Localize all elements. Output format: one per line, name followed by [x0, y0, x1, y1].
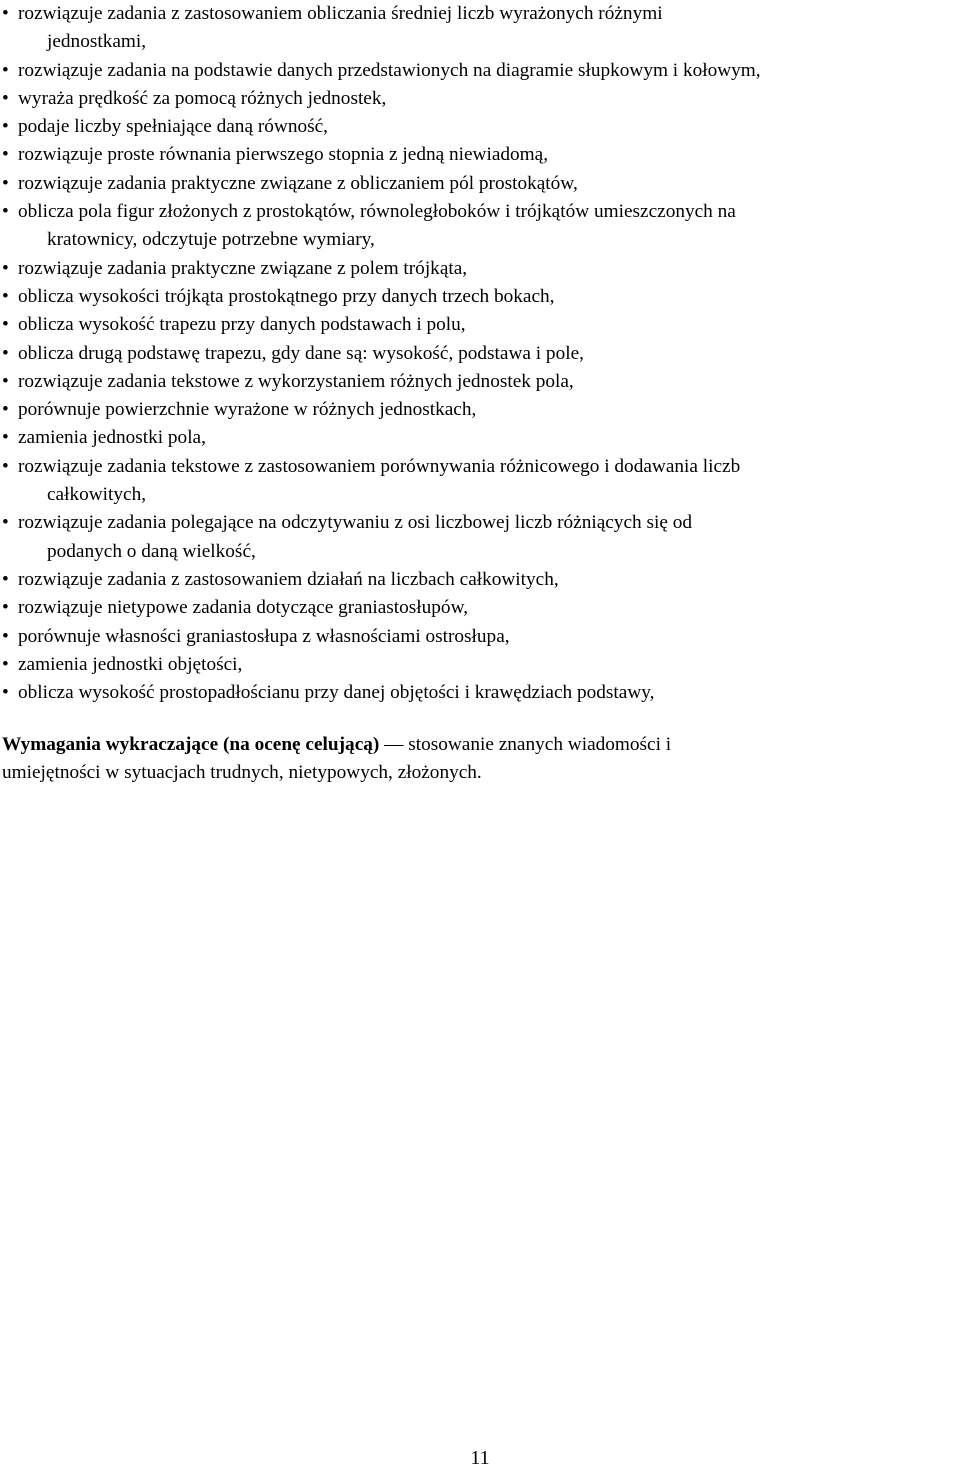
bullet-icon: • [2, 285, 9, 307]
list-item-text: rozwiązuje zadania z zastosowaniem obliczania średniej liczb wyrażonych różnymi [18, 3, 663, 24]
bullet-icon: • [2, 201, 9, 223]
list-item-text-continuation: jednostkami, [47, 31, 147, 53]
requirements-bullet-list [0, 0, 960, 707]
list-item-text: rozwiązuje zadania praktyczne związane z obliczaniem pól prostokątów, [18, 172, 578, 194]
list-item [0, 141, 960, 169]
list-item-text: podaje liczby spełniające daną równość, [18, 116, 328, 138]
bullet-icon: • [2, 625, 9, 647]
list-item [0, 679, 960, 707]
requirements-line-1 [2, 731, 952, 759]
requirements-paragraph [2, 731, 952, 788]
bullet-icon: • [2, 653, 9, 675]
requirements-line-2: umiejętności w sytuacjach trudnych, nietypowych, złożonych. [2, 762, 482, 784]
bullet-icon: • [2, 144, 9, 166]
bullet-icon: • [2, 116, 9, 138]
list-item [0, 85, 960, 113]
bullet-icon: • [2, 342, 9, 364]
bullet-icon: • [2, 370, 9, 392]
list-item-text: rozwiązuje zadania tekstowe z wykorzystaniem różnych jednostek pola, [18, 370, 574, 392]
list-item-text: zamienia jednostki pola, [18, 427, 206, 449]
list-item-text-continuation: całkowitych, [47, 484, 147, 506]
list-item [0, 255, 960, 283]
list-item-text: oblicza wysokości trójkąta prostokątnego przy danych trzech bokach, [18, 285, 555, 307]
list-item-text: oblicza wysokość prostopadłościanu przy danej objętości i krawędziach podstawy, [18, 682, 655, 704]
list-item [0, 453, 960, 510]
bullet-icon: • [2, 512, 9, 534]
list-item [0, 311, 960, 339]
bullet-icon: • [2, 455, 9, 477]
list-item [0, 368, 960, 396]
list-item-text-continuation: podanych o daną wielkość, [47, 540, 256, 562]
bullet-icon: • [2, 257, 9, 279]
list-item [0, 198, 960, 255]
requirements-dash: — [379, 734, 409, 755]
list-item [0, 651, 960, 679]
list-item [0, 594, 960, 622]
list-item-text: rozwiązuje zadania na podstawie danych przedstawionych na diagramie słupkowym i kołowym, [18, 59, 761, 81]
bullet-icon: • [2, 3, 9, 24]
list-item-text: oblicza drugą podstawę trapezu, gdy dane są: wysokość, podstawa i pole, [18, 342, 584, 364]
bullet-icon: • [2, 399, 9, 421]
list-item [0, 170, 960, 198]
bullet-icon: • [2, 597, 9, 619]
list-item [0, 396, 960, 424]
list-item-text: porównuje powierzchnie wyrażone w różnych jednostkach, [18, 399, 477, 421]
list-item [0, 509, 960, 566]
list-item [0, 113, 960, 141]
list-item-text: rozwiązuje zadania polegające na odczytywaniu z osi liczbowej liczb różniących się od [18, 512, 692, 534]
list-item-text: porównuje własności graniastosłupa z własnościami ostrosłupa, [18, 625, 510, 647]
list-item-text-continuation: kratownicy, odczytuje potrzebne wymiary, [47, 229, 375, 251]
bullet-icon: • [2, 87, 9, 109]
bullet-icon: • [2, 314, 9, 336]
list-item-text: rozwiązuje nietypowe zadania dotyczące graniastosłupów, [18, 597, 469, 619]
list-item [0, 566, 960, 594]
bullet-icon: • [2, 568, 9, 590]
bullet-icon: • [2, 172, 9, 194]
list-item [0, 283, 960, 311]
bullet-icon: • [2, 682, 9, 704]
bullet-icon: • [2, 59, 9, 81]
list-item [0, 57, 960, 85]
list-item-text: rozwiązuje zadania tekstowe z zastosowaniem porównywania różnicowego i dodawania liczb [18, 455, 741, 477]
list-item-text: oblicza pola figur złożonych z prostokątów, równoległoboków i trójkątów umieszczonych na [18, 201, 736, 223]
list-item-text: oblicza wysokość trapezu przy danych podstawach i polu, [18, 314, 466, 336]
list-item-text: wyraża prędkość za pomocą różnych jednostek, [18, 87, 387, 109]
requirements-text-1: stosowanie znanych wiadomości i [408, 734, 672, 755]
list-item-text: rozwiązuje zadania praktyczne związane z polem trójkąta, [18, 257, 468, 279]
list-item [0, 424, 960, 452]
list-item-text: zamienia jednostki objętości, [18, 653, 243, 675]
list-item-text: rozwiązuje proste równania pierwszego stopnia z jedną niewiadomą, [18, 144, 549, 166]
list-item [0, 340, 960, 368]
list-item [0, 623, 960, 651]
requirements-heading: Wymagania wykraczające (na ocenę celującą) [2, 734, 380, 755]
page-number: 11 [470, 1447, 490, 1469]
list-item-text: rozwiązuje zadania z zastosowaniem działań na liczbach całkowitych, [18, 568, 559, 590]
bullet-icon: • [2, 427, 9, 449]
list-item [0, 0, 960, 57]
